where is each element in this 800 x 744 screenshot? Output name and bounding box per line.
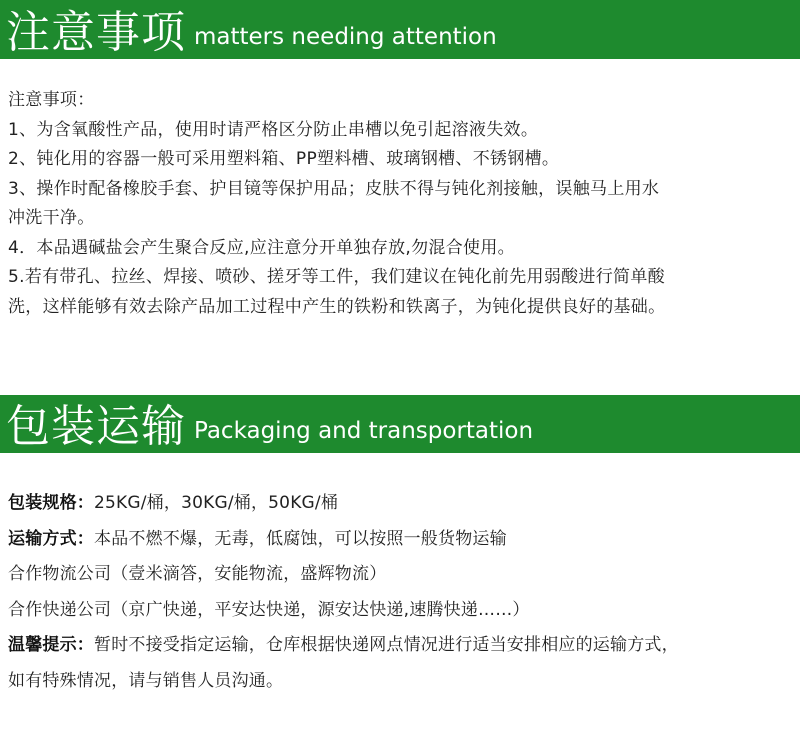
transport-label: 运输方式： xyxy=(8,528,94,549)
logistics-row: 合作物流公司（壹米滴答，安能物流，盛辉物流） xyxy=(8,564,387,584)
notice-item-3-cont: 冲洗干净。 xyxy=(8,208,95,228)
tip-row xyxy=(8,628,796,664)
packaging-title-cn: 包装运输 xyxy=(6,401,186,452)
notice-title-cn: 注意事项 xyxy=(6,7,186,58)
notice-item-3: 3、操作时配备橡胶手套、护目镜等保护用品；皮肤不得与钝化剂接触，误触马上用水 xyxy=(8,178,660,199)
packaging-section xyxy=(8,486,796,699)
notice-item-5: 5.若有带孔、拉丝、焊接、喷砂、搓牙等工件，我们建议在钝化前先用弱酸进行简单酸 xyxy=(8,267,665,287)
notice-section xyxy=(8,86,796,322)
tip-value: 暂时不接受指定运输，仓库根据快递网点情况进行适当安排相应的运输方式， xyxy=(94,635,679,655)
spec-value: 25KG/桶，30KG/桶，50KG/桶 xyxy=(94,493,339,513)
notice-banner xyxy=(0,0,800,59)
express-row: 合作快递公司（京广快递，平安达快递，源安达快递,速腾快递……） xyxy=(8,599,530,620)
spec-label: 包装规格： xyxy=(8,493,94,513)
packaging-banner xyxy=(0,395,800,453)
notice-item-1: 1、为含氧酸性产品，使用时请严格区分防止串槽以免引起溶液失效。 xyxy=(8,119,539,140)
packaging-title-en: Packaging and transportation xyxy=(194,418,534,444)
notice-title-en: matters needing attention xyxy=(194,24,497,50)
transport-value: 本品不燃不爆，无毒，低腐蚀，可以按照一般货物运输 xyxy=(94,528,507,549)
tip-row-cont: 如有特殊情况，请与销售人员沟通。 xyxy=(8,670,284,691)
transport-row xyxy=(8,522,796,558)
notice-item-5-cont: 洗，这样能够有效去除产品加工过程中产生的铁粉和铁离子，为钝化提供良好的基础。 xyxy=(8,296,666,317)
notice-item-2: 2、钝化用的容器一般可采用塑料箱、PP塑料槽、玻璃钢槽、不锈钢槽。 xyxy=(8,149,560,169)
notice-heading: 注意事项： xyxy=(8,90,95,110)
tip-label: 温馨提示： xyxy=(8,635,94,655)
notice-item-4: 4．本品遇碱盐会产生聚合反应,应注意分开单独存放,勿混合使用。 xyxy=(8,237,515,258)
spec-row xyxy=(8,486,796,522)
